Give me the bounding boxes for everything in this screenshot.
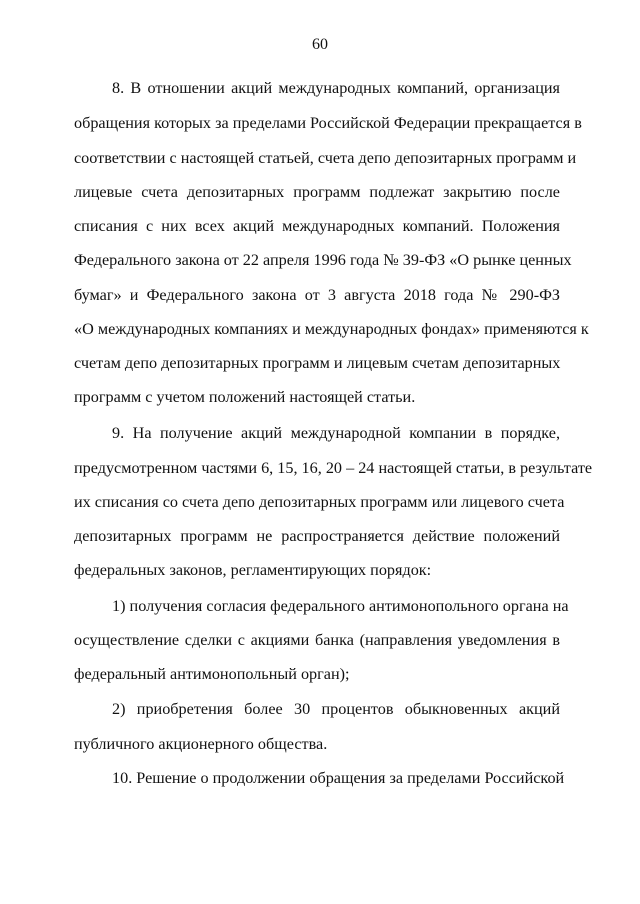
text-line: 8. В отношении акций международных компаний, организация: [112, 79, 560, 97]
text-line: программ с учетом положений настоящей статьи.: [74, 388, 416, 406]
text-line: Федерального закона от 22 апреля 1996 года № 39-ФЗ «О рынке ценных: [74, 251, 572, 269]
text-line: лицевые счета депозитарных программ подлежат закрытию после: [74, 183, 560, 201]
text-line: обращения которых за пределами Российской Федерации прекращается в: [74, 114, 582, 132]
text-line: публичного акционерного общества.: [74, 735, 328, 753]
text-line: осуществление сделки с акциями банка (направления уведомления в: [74, 631, 560, 649]
text-line: федеральный антимонопольный орган);: [74, 665, 350, 683]
text-line: счетам депо депозитарных программ и лицевым счетам депозитарных: [74, 354, 561, 372]
text-line: федеральных законов, регламентирующих порядок:: [74, 561, 432, 579]
text-line: депозитарных программ не распространяется действие положений: [74, 527, 560, 545]
text-line: 2) приобретения более 30 процентов обыкновенных акций: [112, 700, 560, 718]
text-line: бумаг» и Федерального закона от 3 августа 2018 года № 290-ФЗ: [74, 286, 560, 304]
text-line: их списания со счета депо депозитарных программ или лицевого счета: [74, 493, 565, 511]
text-line: 10. Решение о продолжении обращения за пределами Российской: [112, 769, 565, 787]
text-line: списания с них всех акций международных компаний. Положения: [74, 217, 560, 235]
text-line: соответствии с настоящей статьей, счета депо депозитарных программ и: [74, 149, 577, 167]
text-line: предусмотренном частями 6, 15, 16, 20 – 24 настоящей статьи, в результате: [74, 459, 593, 477]
text-line: 1) получения согласия федерального антимонопольного органа на: [112, 597, 569, 615]
page-number: 60: [312, 36, 328, 53]
text-line: «О международных компаниях и международных фондах» применяются к: [74, 320, 589, 338]
text-line: 9. На получение акций международной компании в порядке,: [112, 424, 560, 442]
